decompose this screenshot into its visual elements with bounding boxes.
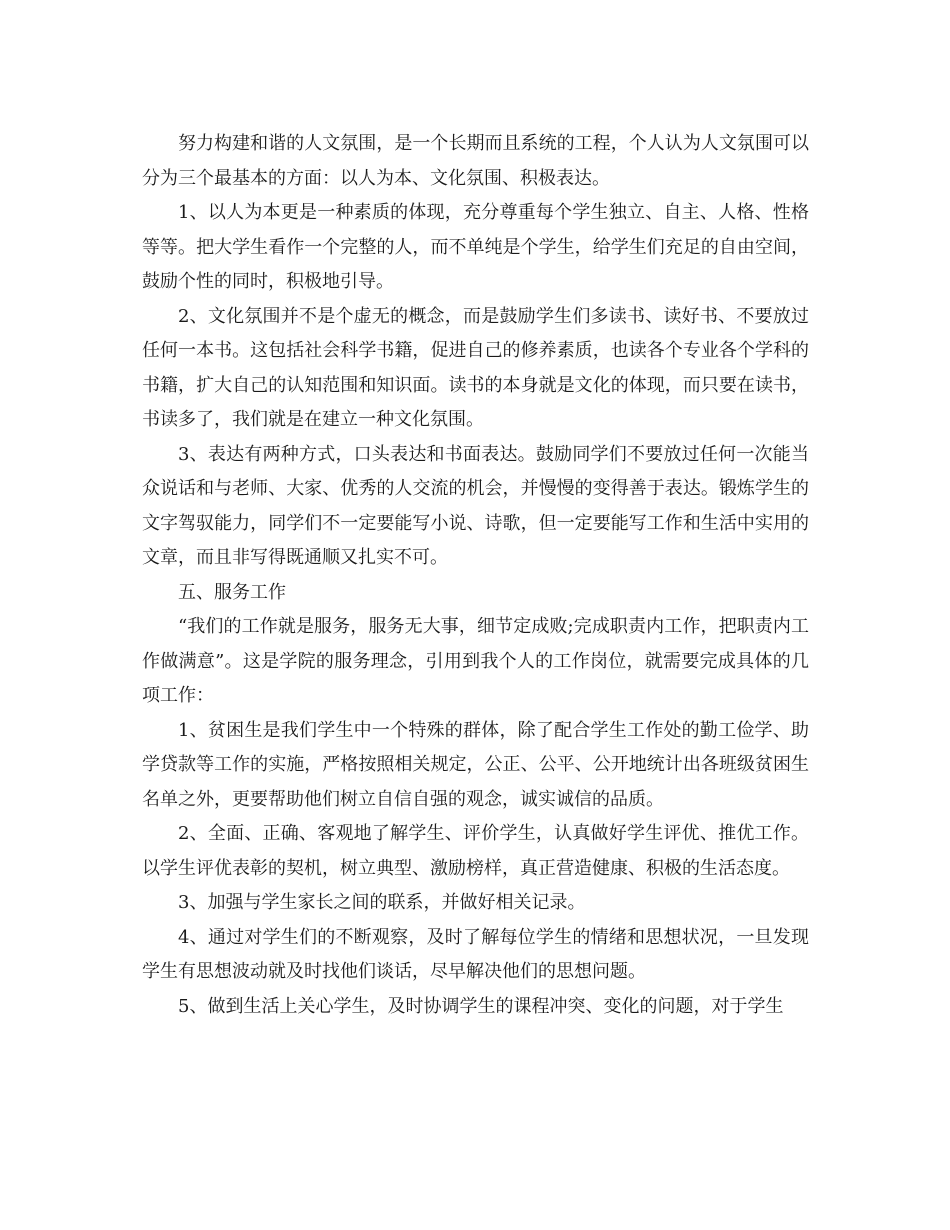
paragraph-people-oriented: 1、以人为本更是一种素质的体现，充分尊重每个学生独立、自主、人格、性格等等。把大学生看作一个完整的人，而不单纯是个学生，给学生们充足的自由空间，鼓励个性的同时，积极地引导。 — [142, 202, 809, 292]
paragraph-life-care: 5、做到生活上关心学生，及时协调学生的课程冲突、变化的问题，对于学生 — [178, 995, 784, 1017]
paragraph-student-evaluation: 2、全面、正确、客观地了解学生、评价学生，认真做好学生评优、推优工作。以学生评优表彰的契机，树立典型、激励榜样，真正营造健康、积极的生活态度。 — [142, 823, 809, 879]
document-body — [142, 127, 809, 1024]
paragraph-parent-contact: 3、加强与学生家长之间的联系，并做好相关记录。 — [178, 892, 586, 913]
paragraph-cultural-atmosphere: 2、文化氛围并不是个虚无的概念，而是鼓励学生们多读书、读好书、不要放过任何一本书。这包括社会科学书籍，促进自己的修养素质，也读各个专业各个学科的书籍，扩大自己的认知范围和知识面。读书的本身就是文化的体现，而只要在读书，书读多了，我们就是在建立一种文化氛围。 — [142, 305, 809, 430]
paragraph-intro: 努力构建和谐的人文氛围，是一个长期而且系统的工程，个人认为人文氛围可以分为三个最基本的方面：以人为本、文化氛围、积极表达。 — [142, 133, 809, 189]
paragraph-service-philosophy: “我们的工作就是服务，服务无大事，细节定成败;完成职责内工作，把职责内工作做满意”。这是学院的服务理念，引用到我个人的工作岗位，就需要完成具体的几项工作： — [142, 616, 809, 706]
paragraph-observation: 4、通过对学生们的不断观察，及时了解每位学生的情绪和思想状况，一旦发现学生有思想波动就及时找他们谈话，尽早解决他们的思想问题。 — [142, 926, 809, 982]
paragraph-poor-students: 1、贫困生是我们学生中一个特殊的群体，除了配合学生工作处的勤工俭学、助学贷款等工作的实施，严格按照相关规定，公正、公平、公开地统计出各班级贫困生名单之外，更要帮助他们树立自信自强的观念，诚实诚信的品质。 — [142, 719, 809, 810]
paragraph-active-expression: 3、表达有两种方式，口头表达和书面表达。鼓励同学们不要放过任何一次能当众说话和与老师、大家、优秀的人交流的机会，并慢慢的变得善于表达。锻炼学生的文字驾驭能力，同学们不一定要能写小说、诗歌，但一定要能写工作和生活中实用的文章，而且非写得既通顺又扎实不可。 — [142, 443, 809, 568]
section-heading-service-work: 五、服务工作 — [178, 581, 286, 603]
